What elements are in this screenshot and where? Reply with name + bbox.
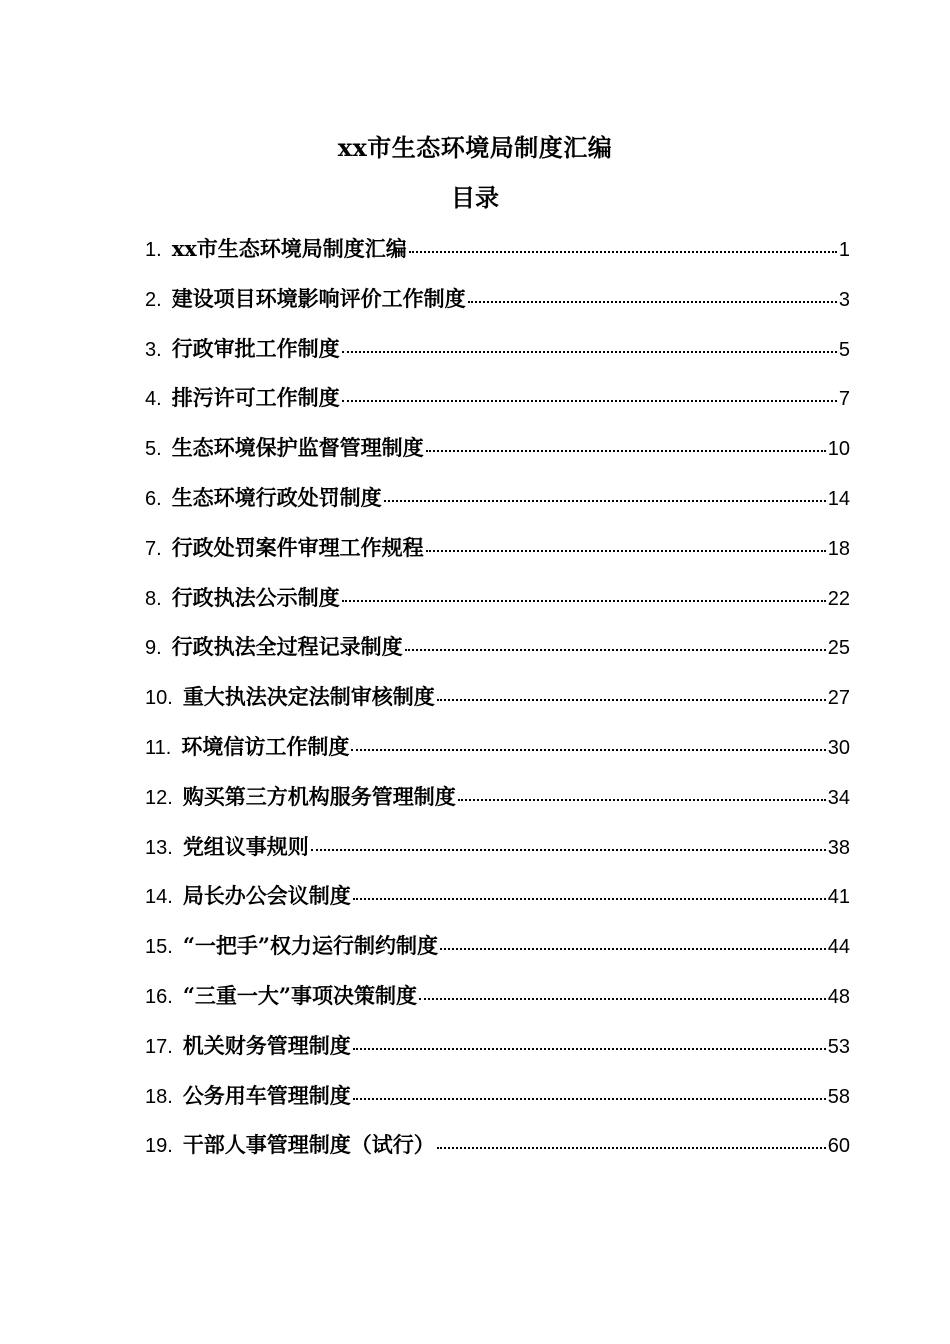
toc-dot-leader [426, 549, 826, 552]
toc-entry-page-number: 22 [827, 587, 850, 610]
toc-entry[interactable] [145, 329, 850, 379]
toc-dot-leader [409, 250, 837, 253]
toc-entry-title[interactable]: xx市生态环境局制度汇编 [171, 236, 407, 261]
toc-entry-page-number: 38 [827, 836, 850, 859]
toc-dot-leader [353, 1047, 826, 1050]
toc-entry-page-number: 18 [827, 537, 850, 560]
toc-entry-page-number: 41 [827, 886, 850, 909]
toc-dot-leader [384, 499, 826, 502]
toc-entry-page-number: 30 [827, 736, 850, 759]
toc-entry-number: 9. [145, 637, 162, 660]
toc-entry[interactable] [145, 627, 850, 677]
toc-dot-leader [458, 798, 826, 801]
toc-entry[interactable] [145, 976, 850, 1026]
toc-dot-leader [353, 897, 826, 900]
toc-entry[interactable] [145, 578, 850, 628]
toc-entry-title[interactable]: 党组议事规则 [182, 833, 309, 859]
toc-dot-leader [342, 399, 837, 402]
toc-entry-title[interactable]: 建设项目环境影响评价工作制度 [171, 285, 466, 311]
toc-entry-page-number: 3 [838, 288, 850, 311]
toc-entry-page-number: 53 [827, 1035, 850, 1058]
toc-entry-number: 18. [145, 1085, 173, 1108]
toc-entry[interactable] [145, 478, 850, 528]
toc-entry[interactable] [145, 926, 850, 976]
toc-entry-number: 2. [145, 288, 162, 311]
toc-entry[interactable] [145, 229, 850, 279]
toc-entry-page-number: 1 [838, 239, 850, 261]
toc-entry-title[interactable]: 行政审批工作制度 [171, 335, 340, 361]
toc-entry-number: 16. [145, 985, 173, 1008]
toc-dot-leader [351, 748, 825, 751]
toc-dot-leader [437, 698, 826, 701]
toc-entry-title[interactable]: 排污许可工作制度 [171, 385, 340, 411]
toc-entry-title[interactable]: 干部人事管理制度（试行） [182, 1132, 435, 1158]
document-title: xx市生态环境局制度汇编 [337, 133, 613, 162]
toc-entry-number: 1. [145, 239, 162, 261]
toc-entry-number: 5. [145, 438, 162, 461]
toc-entry[interactable] [145, 876, 850, 926]
toc-dot-leader [353, 1097, 826, 1100]
toc-entry-page-number: 34 [827, 786, 850, 809]
toc-entry-page-number: 25 [827, 637, 850, 660]
toc-entry-title[interactable]: 购买第三方机构服务管理制度 [182, 783, 456, 809]
toc-entry-page-number: 7 [838, 388, 850, 411]
toc-entry-title[interactable]: 生态环境保护监督管理制度 [171, 435, 424, 461]
toc-dot-leader [419, 997, 826, 1000]
toc-entry-title[interactable]: “一把手”权力运行制约制度 [182, 933, 438, 959]
toc-entry-number: 7. [145, 537, 162, 560]
toc-entry-number: 6. [145, 487, 162, 510]
toc-entry-number: 10. [145, 687, 173, 710]
toc-entry[interactable] [145, 428, 850, 478]
table-of-contents [145, 229, 850, 1175]
toc-entry[interactable] [145, 1026, 850, 1076]
toc-entry-number: 14. [145, 886, 173, 909]
toc-entry[interactable] [145, 279, 850, 329]
toc-entry-title[interactable]: 环境信访工作制度 [181, 733, 350, 759]
toc-entry-title[interactable]: 行政执法公示制度 [171, 584, 340, 610]
toc-entry[interactable] [145, 378, 850, 428]
toc-dot-leader [426, 449, 826, 452]
toc-heading: 目录 [451, 183, 499, 212]
toc-entry-page-number: 10 [827, 438, 850, 461]
toc-entry-number: 12. [145, 786, 173, 809]
toc-entry-number: 13. [145, 836, 173, 859]
toc-entry-page-number: 60 [827, 1135, 850, 1158]
toc-entry-title[interactable]: 行政执法全过程记录制度 [171, 634, 403, 660]
toc-entry-number: 3. [145, 338, 162, 361]
toc-entry[interactable] [145, 677, 850, 727]
toc-entry-number: 17. [145, 1035, 173, 1058]
toc-entry-page-number: 14 [827, 487, 850, 510]
toc-entry-title[interactable]: 生态环境行政处罚制度 [171, 484, 382, 510]
toc-entry-page-number: 48 [827, 985, 850, 1008]
toc-dot-leader [405, 648, 826, 651]
toc-entry-title[interactable]: 公务用车管理制度 [182, 1082, 351, 1108]
toc-entry-page-number: 5 [838, 338, 850, 361]
toc-entry[interactable] [145, 827, 850, 877]
toc-entry[interactable] [145, 777, 850, 827]
toc-entry-page-number: 58 [827, 1085, 850, 1108]
toc-dot-leader [342, 599, 826, 602]
toc-dot-leader [311, 848, 826, 851]
toc-entry[interactable] [145, 727, 850, 777]
toc-entry-page-number: 27 [827, 687, 850, 710]
toc-entry[interactable] [145, 1076, 850, 1126]
toc-entry-number: 8. [145, 587, 162, 610]
toc-entry-number: 4. [145, 388, 162, 411]
toc-entry-title[interactable]: “三重一大”事项决策制度 [182, 982, 417, 1008]
toc-entry-number: 19. [145, 1135, 173, 1158]
toc-entry[interactable] [145, 1125, 850, 1175]
toc-entry-title[interactable]: 行政处罚案件审理工作规程 [171, 534, 424, 560]
toc-entry[interactable] [145, 528, 850, 578]
toc-entry-page-number: 44 [827, 936, 850, 959]
toc-entry-title[interactable]: 机关财务管理制度 [182, 1032, 351, 1058]
toc-dot-leader [440, 947, 826, 950]
toc-dot-leader [342, 350, 837, 353]
toc-entry-title[interactable]: 局长办公会议制度 [182, 883, 351, 909]
toc-entry-title[interactable]: 重大执法决定法制审核制度 [182, 684, 435, 710]
toc-dot-leader [437, 1146, 826, 1149]
toc-dot-leader [468, 300, 837, 303]
toc-entry-number: 15. [145, 936, 173, 959]
toc-entry-number: 11. [145, 736, 172, 759]
